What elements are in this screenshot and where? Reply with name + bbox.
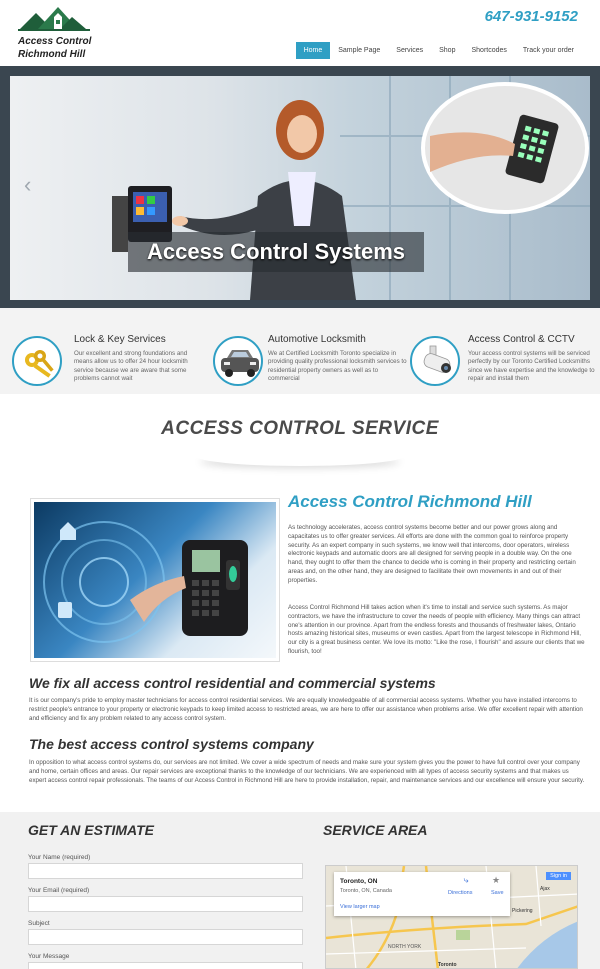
logo-text-line1: Access Control [18, 36, 92, 47]
feature-title: Automotive Locksmith [268, 334, 366, 345]
feature-text: Our excellent and strong foundations and means allow us to offer 24 hour locksmith service because we are aware that some problems cannot wait [74, 350, 188, 383]
estimate-title: GET AN ESTIMATE [28, 822, 154, 838]
map-label: Pickering [512, 908, 533, 914]
section-title: ACCESS CONTROL SERVICE [161, 418, 439, 439]
map-place-name: Toronto, ON [340, 878, 378, 885]
service-area-map[interactable] [325, 865, 578, 969]
article-image [30, 498, 280, 662]
logo-text-line2: Richmond Hill [18, 49, 86, 60]
section-divider [196, 446, 404, 466]
feature-title: Lock & Key Services [74, 334, 166, 345]
features-strip [0, 308, 600, 394]
map-save[interactable]: Save [491, 890, 504, 896]
nav-track-order[interactable]: Track your order [522, 47, 574, 54]
directions-icon[interactable]: ⤷ [463, 876, 469, 886]
phone-number[interactable]: 647-931-9152 [484, 8, 578, 25]
heading-fix-systems: We fix all access control residential and commercial systems [29, 675, 436, 691]
article-title: Access Control Richmond Hill [288, 492, 532, 511]
map-larger-link[interactable]: View larger map [340, 904, 380, 910]
nav-shop[interactable]: Shop [439, 47, 456, 54]
subject-field[interactable] [28, 929, 303, 945]
heading-best-company: The best access control systems company [29, 736, 314, 752]
footer-widgets [0, 812, 600, 969]
message-field[interactable] [28, 962, 303, 969]
nav-sample-page[interactable]: Sample Page [338, 47, 381, 54]
map-label: Toronto [438, 962, 457, 968]
map-place-card [334, 872, 510, 916]
service-area-title: SERVICE AREA [323, 822, 428, 838]
map-directions[interactable]: Directions [448, 890, 473, 896]
article-paragraph-2: Access Control Richmond Hill takes action when it's time to install and service such systems. As major contractors, we have the infrastructure to cover the needs of people with efficiency. Many things can attract one's attention in our province. Apart from the endless forests and thousands of freshwater lakes, Ontario hosts amazing historical sites, museums or even castles. Apart from the largest telescope in Richmond Hill, our city is a great business center. We love its motto: "Like the rose, I flourish" and assure our clients that we flourish, too! [288, 604, 585, 655]
slider-prev-arrow[interactable]: ‹ [24, 172, 32, 197]
article-paragraph-1: As technology accelerates, access control systems become better and our power grows along and capacitates us to offer greater services. All efforts are done with the common goal to reinforce property security. As an expert company in such systems, we know well that intercoms, door operators, wireless electronic keypads and automatic doors are all designed for serving people in a double way. On the one hand, they ought to offer them the chance to decide who is coming in their property and restricting certain areas and, on the other hand, they are designed to facilitate their own movements in and out of their properties. [288, 524, 576, 584]
hero-slider [0, 66, 600, 308]
name-label: Your Name (required) [28, 854, 91, 861]
email-label: Your Email (required) [28, 887, 90, 894]
subject-label: Subject [28, 920, 50, 927]
article-paragraph-4: In opposition to what access control systems do, our services are not limited. We cover a wide spectrum of needs and make sure your system gives you the power to have full control over your company and home, certain offices and areas. Our repair services are exceptional thanks to the knowledge of our technicians. We are experienced with all types of access security systems and that makes us expert access control repair professionals. The teams of our Access Control in Richmond Hill are here to provide installation, repair, and maintenance services and our excellence will ensure your security. [29, 759, 585, 784]
email-field[interactable] [28, 896, 303, 912]
site-header [0, 0, 600, 68]
nav-shortcodes[interactable]: Shortcodes [471, 47, 507, 54]
star-icon[interactable]: ★ [492, 876, 501, 886]
name-field[interactable] [28, 863, 303, 879]
site-logo[interactable] [18, 3, 98, 63]
map-label: NORTH YORK [388, 944, 422, 950]
slider-caption: Access Control Systems [128, 232, 424, 272]
keys-icon [12, 336, 62, 386]
main-nav [296, 42, 582, 59]
car-icon [213, 336, 263, 386]
feature-text: We at Certified Locksmith Toronto specialize in providing quality professional locksmith services to residential property owners as well as to commercial [268, 350, 407, 383]
map-sign-in[interactable]: Sign in [546, 872, 571, 880]
message-label: Your Message [28, 953, 70, 960]
article-paragraph-3: It is our company's pride to employ master technicians for access control residential services. We are equally knowledgeable of all commercial access systems. Whether you have installed intercoms to restrict people's entrance to your property or electronic keypads to keep limited access to restricted areas, we are here to offer our assistance when problems arise. We offer excellent repair with attention and efficiency and fix any problem related to any access control system. [29, 697, 583, 722]
feature-text: Your access control systems will be serviced perfectly by our Toronto Certified Locksmiths since we have expertise and the knowledge to repair and install them [468, 350, 595, 383]
map-label: Ajax [540, 886, 550, 892]
feature-title: Access Control & CCTV [468, 334, 575, 345]
camera-icon [410, 336, 460, 386]
nav-services[interactable]: Services [396, 47, 424, 54]
nav-home[interactable]: Home [296, 42, 331, 59]
map-place-address: Toronto, ON, Canada [340, 888, 392, 894]
house-logo-icon [18, 3, 90, 33]
